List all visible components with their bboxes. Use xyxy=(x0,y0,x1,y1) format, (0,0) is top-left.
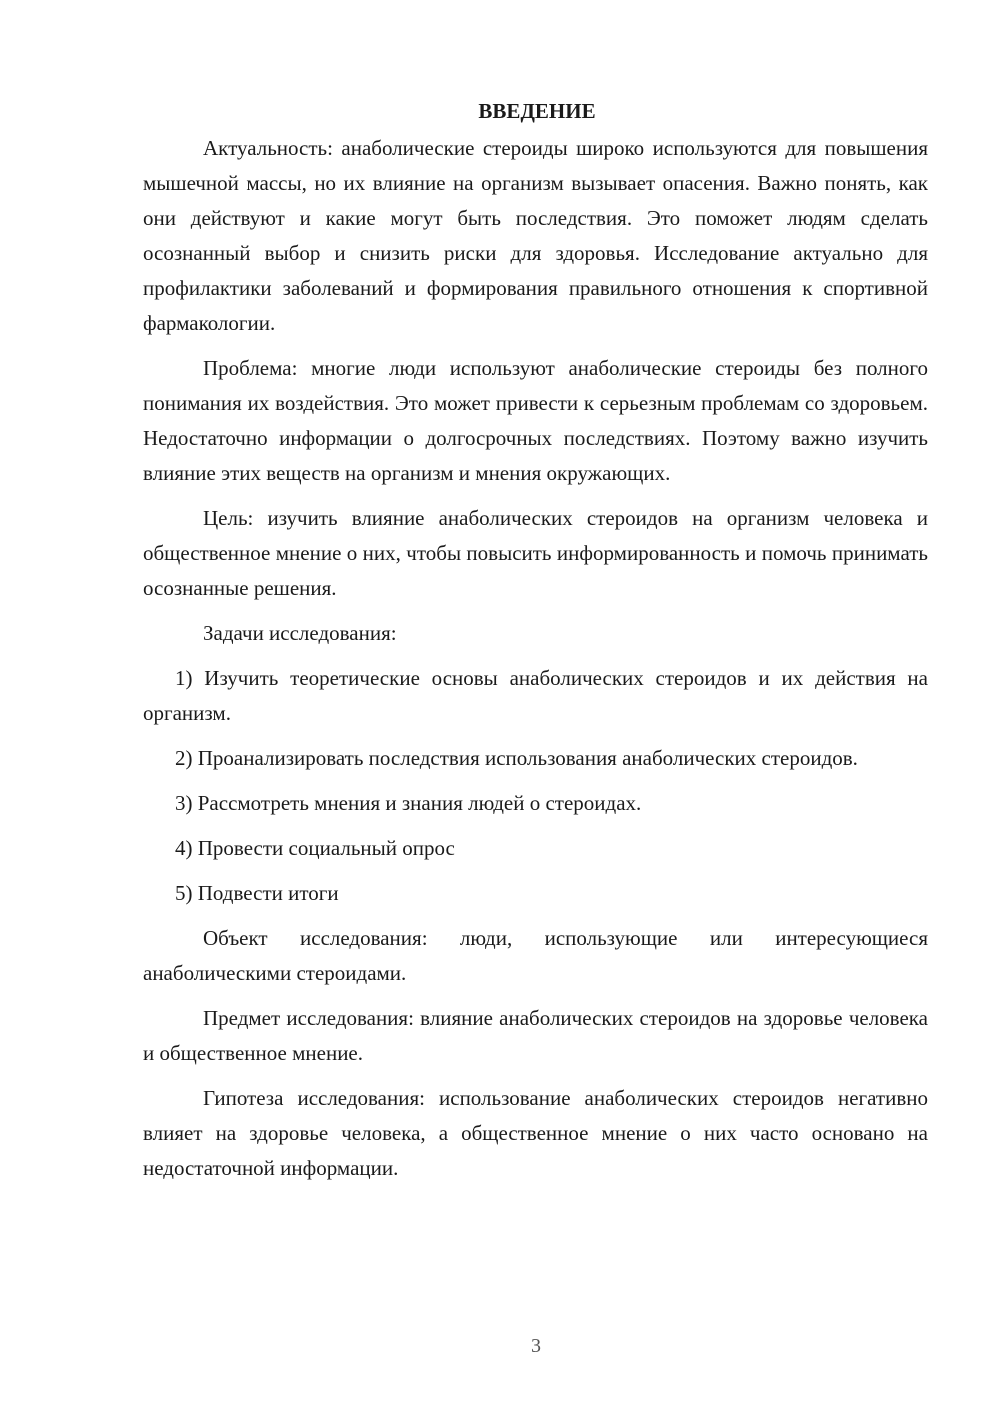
task-item: 5) Подвести итоги xyxy=(175,881,339,905)
task-item: 3) Рассмотреть мнения и знания людей о стероидах. xyxy=(175,791,642,815)
task-item: 1) Изучить теоретические основы анаболических стероидов и их действия на организм. xyxy=(143,666,928,725)
goal-paragraph: Цель: изучить влияние анаболических стероидов на организм человека и общественное мнение о них, чтобы повысить информированность и помочь принимать осознанные решения. xyxy=(143,506,928,600)
page-number: 3 xyxy=(531,1335,541,1357)
problem-paragraph: Проблема: многие люди используют анаболические стероиды без полного понимания их воздействия. Это может привести к серьезным проблемам со здоровьем. Недостаточно информации о долгосрочных последствиях. Поэтому важно изучить влияние этих веществ на организм и мнения окружающих. xyxy=(143,356,928,485)
section-heading: ВВЕДЕНИЕ xyxy=(478,99,596,123)
subject-paragraph: Предмет исследования: влияние анаболических стероидов на здоровье человека и общественное мнение. xyxy=(143,1006,928,1065)
tasks-title: Задачи исследования: xyxy=(203,621,397,645)
task-item: 2) Проанализировать последствия использования анаболических стероидов. xyxy=(175,746,858,770)
object-paragraph: Объект исследования: люди, использующие или интересующиеся анаболическими стероидами. xyxy=(143,926,928,985)
tasks-list xyxy=(143,661,928,911)
relevance-paragraph: Актуальность: анаболические стероиды широко используются для повышения мышечной массы, но их влияние на организм вызывает опасения. Важно понять, как они действуют и какие могут быть последствия. Это поможет людям сделать осознанный выбор и снизить риски для здоровья. Исследование актуально для профилактики заболеваний и формирования правильного отношения к спортивной фармакологии. xyxy=(143,136,928,335)
document-page xyxy=(143,96,928,1186)
task-item: 4) Провести социальный опрос xyxy=(175,836,455,860)
hypothesis-paragraph: Гипотеза исследования: использование анаболических стероидов негативно влияет на здоровье человека, а общественное мнение о них часто основано на недостаточной информации. xyxy=(143,1086,928,1180)
